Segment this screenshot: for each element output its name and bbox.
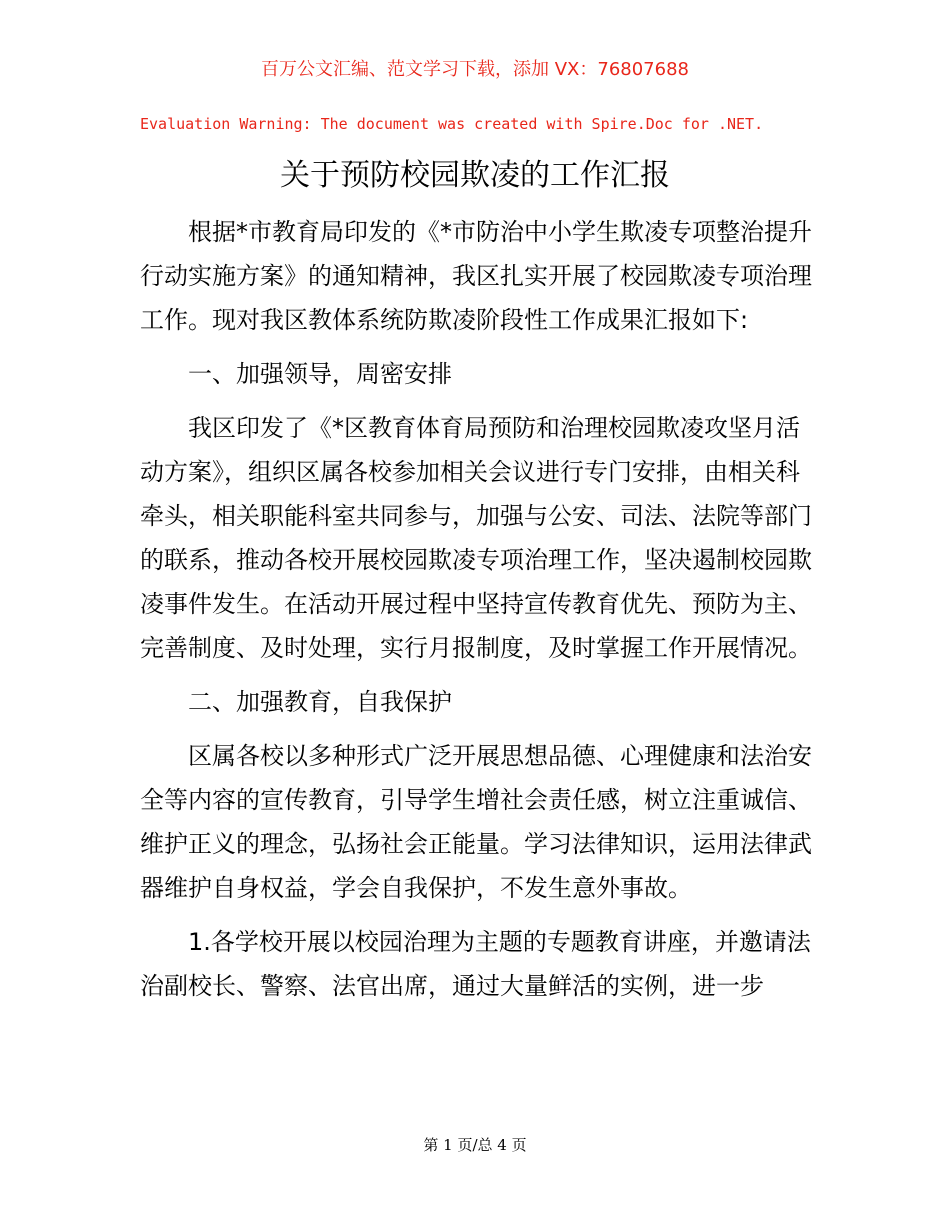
- page-footer: [0, 1134, 950, 1156]
- paragraph-item-1: 1.各学校开展以校园治理为主题的专题教育讲座，并邀请法治副校长、警察、法官出席，通过大量鲜活的实例，进一步: [140, 928, 811, 1000]
- section-heading-2: 二、加强教育，自我保护: [188, 688, 452, 716]
- evaluation-warning: [140, 113, 840, 135]
- paragraph-intro: 根据*市教育局印发的《*市防治中小学生欺凌专项整治提升行动实施方案》的通知精神，我区扎实开展了校园欺凌专项治理工作。现对我区教体系统防欺凌阶段性工作成果汇报如下:: [140, 218, 812, 334]
- paragraph-section-2: 区属各校以多种形式广泛开展思想品德、心理健康和法治安全等内容的宣传教育，引导学生增社会责任感，树立注重诚信、维护正义的理念，弘扬社会正能量。学习法律知识，运用法律武器维护自身权益，学会自我保护，不发生意外事故。: [140, 742, 812, 902]
- header-ad-banner: [0, 56, 950, 84]
- page-number-label: 第 1 页/总 4 页: [423, 1136, 527, 1154]
- header-ad-text: 百万公文汇编、范文学习下载，添加 VX：76807688: [261, 59, 689, 80]
- evaluation-warning-text: Evaluation Warning: The document was created with Spire.Doc for .NET.: [140, 115, 764, 133]
- section-heading-1: 一、加强领导，周密安排: [188, 360, 452, 388]
- document-body: [140, 210, 812, 1008]
- document-title: 关于预防校园欺凌的工作汇报: [280, 158, 670, 193]
- paragraph-section-1: 我区印发了《*区教育体育局预防和治理校园欺凌攻坚月活动方案》，组织区属各校参加相关会议进行专门安排，由相关科牵头，相关职能科室共同参与，加强与公安、司法、法院等部门的联系，推动各校开展校园欺凌专项治理工作，坚决遏制校园欺凌事件发生。在活动开展过程中坚持宣传教育优先、预防为主、完善制度、及时处理，实行月报制度，及时掌握工作开展情况。: [140, 414, 812, 662]
